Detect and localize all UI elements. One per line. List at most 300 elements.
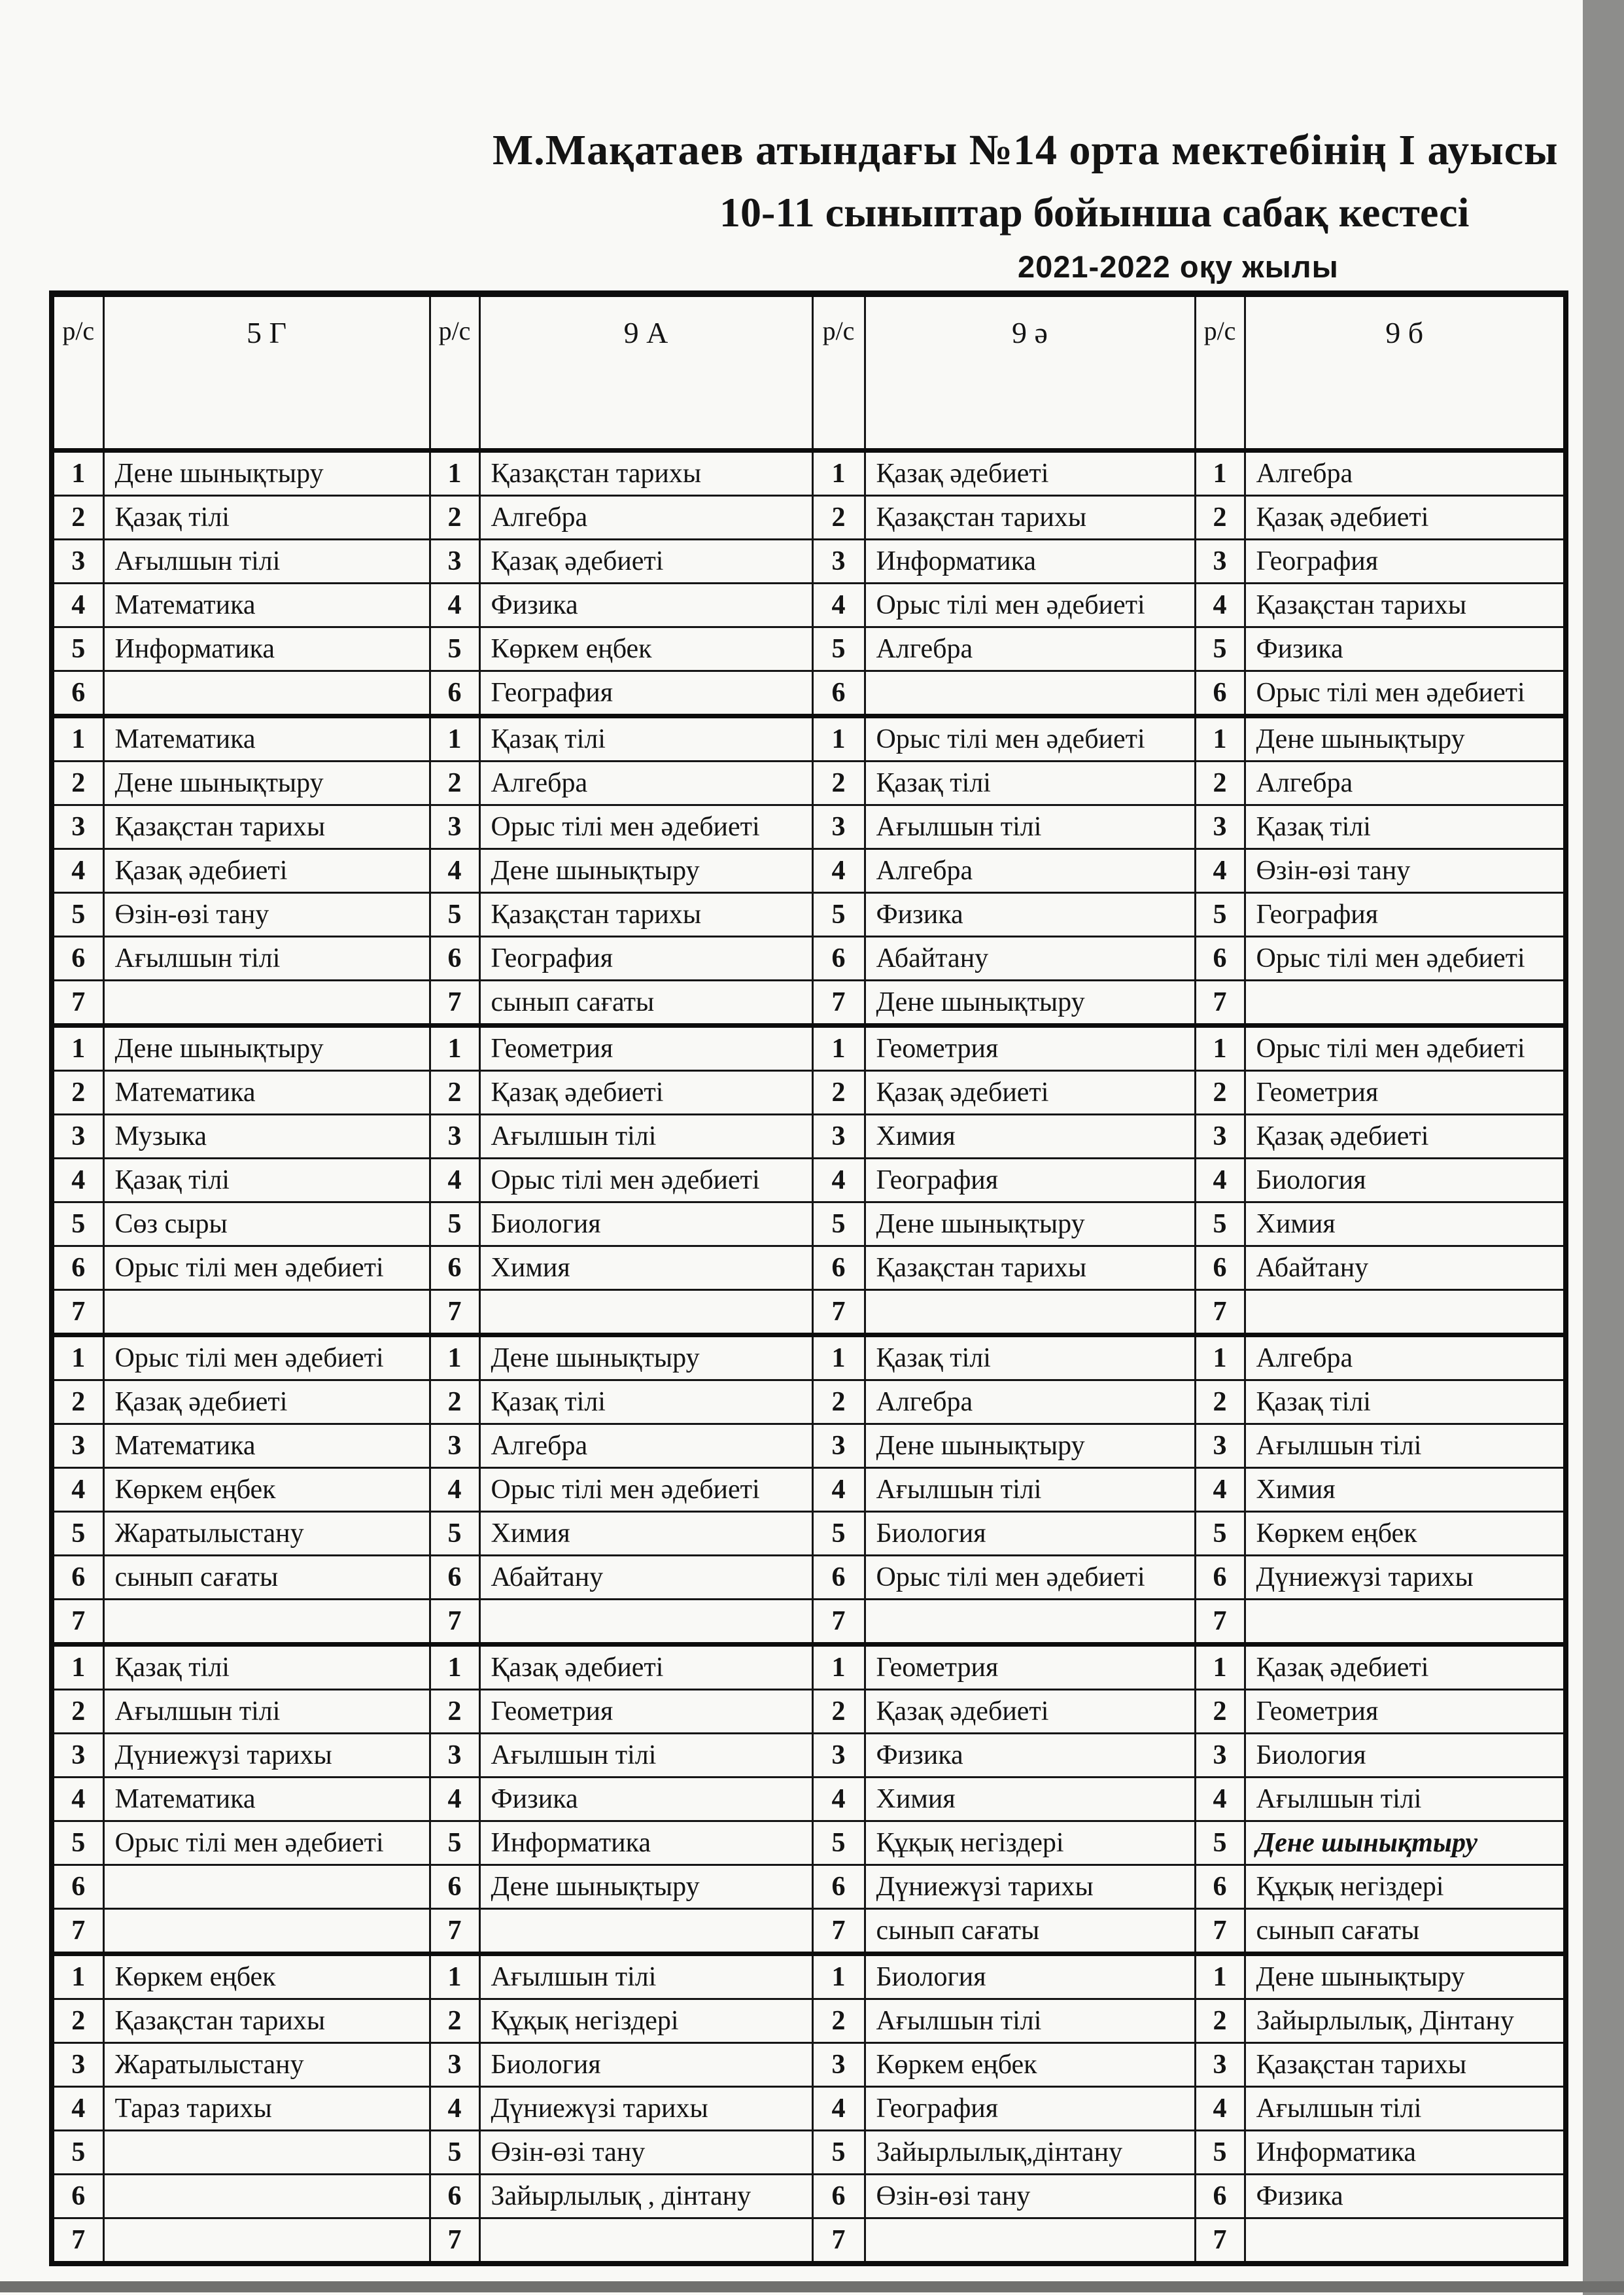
schedule-row (52, 1645, 1566, 1690)
lesson-cell: Көркем еңбек (103, 1468, 430, 1512)
lesson-cell: Қазақстан тарихы (479, 451, 812, 496)
lesson-cell: Қазақ әдебиеті (865, 451, 1195, 496)
lesson-cell: Дүниежүзі тарихы (1245, 1556, 1566, 1600)
schedule-row (52, 671, 1566, 716)
period-number: 2 (1195, 1071, 1245, 1115)
lesson-cell (103, 2131, 430, 2175)
lesson-cell: Көркем еңбек (479, 627, 812, 671)
lesson-cell: Химия (1245, 1468, 1566, 1512)
schedule-row (52, 627, 1566, 671)
header-row (52, 294, 1566, 451)
period-number: 7 (52, 1909, 103, 1954)
lesson-cell: Дене шынықтыру (865, 1424, 1195, 1468)
period-number: 4 (52, 584, 103, 627)
lesson-cell: Алгебра (1245, 762, 1566, 805)
lesson-cell: Дене шынықтыру (103, 1026, 430, 1071)
lesson-cell: Дүниежүзі тарихы (103, 1734, 430, 1778)
lesson-cell: Қазақ тілі (103, 1645, 430, 1690)
period-number: 3 (812, 1115, 865, 1159)
lesson-cell: Химия (865, 1778, 1195, 1821)
period-number: 5 (52, 1821, 103, 1865)
period-number: 3 (52, 540, 103, 584)
period-number: 7 (812, 1909, 865, 1954)
lesson-cell: Орыс тілі мен әдебиеті (103, 1821, 430, 1865)
period-number: 6 (430, 937, 479, 981)
period-number: 2 (52, 1071, 103, 1115)
schedule-row (52, 1778, 1566, 1821)
period-number: 1 (1195, 1954, 1245, 1999)
lesson-cell: Биология (1245, 1159, 1566, 1202)
period-number: 6 (1195, 937, 1245, 981)
period-number: 7 (1195, 1290, 1245, 1335)
lesson-cell: Дүниежүзі тарихы (865, 1865, 1195, 1909)
period-number: 5 (1195, 893, 1245, 937)
lesson-cell: Дене шынықтыру (1245, 1821, 1566, 1865)
period-number: 5 (430, 1512, 479, 1556)
period-number: 7 (812, 1600, 865, 1645)
lesson-cell: Тараз тарихы (103, 2087, 430, 2131)
lesson-cell: Жаратылыстану (103, 2043, 430, 2087)
page-subtitle: 10-11 сыныптар бойынша сабақ кестесі (719, 189, 1470, 236)
schedule-row (52, 805, 1566, 849)
lesson-cell: Физика (865, 893, 1195, 937)
lesson-cell: Қазақ тілі (865, 762, 1195, 805)
period-number: 7 (430, 1290, 479, 1335)
period-number: 6 (812, 1246, 865, 1290)
period-number: 2 (52, 1380, 103, 1424)
period-number: 1 (52, 1026, 103, 1071)
schedule-row (52, 1865, 1566, 1909)
lesson-cell: Ағылшын тілі (865, 805, 1195, 849)
period-number: 5 (430, 2131, 479, 2175)
schedule-row (52, 540, 1566, 584)
schedule-row (52, 1512, 1566, 1556)
schedule-row (52, 451, 1566, 496)
lesson-cell: Биология (865, 1954, 1195, 1999)
period-number: 7 (1195, 1600, 1245, 1645)
period-number: 4 (812, 1468, 865, 1512)
lesson-cell: Алгебра (479, 496, 812, 540)
lesson-cell: Қазақ әдебиеті (479, 540, 812, 584)
period-number: 6 (430, 671, 479, 716)
period-number: 2 (812, 762, 865, 805)
lesson-cell: Қазақ әдебиеті (1245, 1645, 1566, 1690)
lesson-cell: Химия (865, 1115, 1195, 1159)
schedule-row (52, 2218, 1566, 2264)
lesson-cell: Ағылшын тілі (1245, 1424, 1566, 1468)
period-number: 3 (52, 1424, 103, 1468)
period-number: 5 (430, 1821, 479, 1865)
lesson-cell: Қазақ әдебиеті (479, 1071, 812, 1115)
day-block-3 (52, 1026, 1566, 1335)
period-number: 1 (812, 1954, 865, 1999)
period-number: 7 (52, 981, 103, 1026)
lesson-cell: Информатика (865, 540, 1195, 584)
period-number: 4 (1195, 2087, 1245, 2131)
period-number: 2 (52, 762, 103, 805)
period-number: 2 (52, 496, 103, 540)
period-number: 6 (812, 937, 865, 981)
lesson-cell: Қазақстан тарихы (1245, 2043, 1566, 2087)
lesson-cell: Құқық негіздері (1245, 1865, 1566, 1909)
period-number: 4 (812, 1778, 865, 1821)
period-number: 3 (430, 540, 479, 584)
period-number: 6 (812, 1556, 865, 1600)
schedule-row (52, 2175, 1566, 2218)
lesson-cell (1245, 1600, 1566, 1645)
lesson-cell: Алгебра (479, 1424, 812, 1468)
period-number: 4 (52, 2087, 103, 2131)
lesson-cell: Орыс тілі мен әдебиеті (1245, 937, 1566, 981)
period-number: 6 (52, 671, 103, 716)
period-number: 1 (1195, 451, 1245, 496)
schedule-row (52, 1468, 1566, 1512)
period-number: 2 (430, 1380, 479, 1424)
school-year: 2021-2022 оқу жылы (1018, 249, 1339, 284)
period-number: 4 (1195, 1778, 1245, 1821)
lesson-cell: Құқық негіздері (865, 1821, 1195, 1865)
period-number: 6 (430, 1556, 479, 1600)
period-number: 1 (52, 716, 103, 762)
lesson-cell (103, 1909, 430, 1954)
period-number: 4 (52, 1159, 103, 1202)
period-number: 6 (430, 1865, 479, 1909)
period-number: 6 (52, 1865, 103, 1909)
lesson-cell: Ағылшын тілі (103, 540, 430, 584)
lesson-cell: Абайтану (1245, 1246, 1566, 1290)
period-number: 3 (52, 1734, 103, 1778)
schedule-row (52, 1026, 1566, 1071)
lesson-cell: Геометрия (865, 1645, 1195, 1690)
lesson-cell: Музыка (103, 1115, 430, 1159)
period-number: 3 (430, 1424, 479, 1468)
lesson-cell: Орыс тілі мен әдебиеті (865, 1556, 1195, 1600)
lesson-cell: Математика (103, 1778, 430, 1821)
lesson-cell: Орыс тілі мен әдебиеті (103, 1246, 430, 1290)
schedule-row (52, 584, 1566, 627)
schedule-header (52, 294, 1566, 451)
lesson-cell: сынып сағаты (479, 981, 812, 1026)
lesson-cell (479, 1600, 812, 1645)
period-number: 7 (52, 2218, 103, 2264)
header-period-4: р/с (1195, 294, 1245, 451)
schedule-row (52, 1600, 1566, 1645)
lesson-cell: Қазақ тілі (103, 496, 430, 540)
period-number: 4 (430, 1778, 479, 1821)
period-number: 4 (52, 1468, 103, 1512)
lesson-cell (479, 1290, 812, 1335)
period-number: 5 (52, 2131, 103, 2175)
lesson-cell: География (1245, 540, 1566, 584)
period-number: 6 (52, 1246, 103, 1290)
lesson-cell: Көркем еңбек (103, 1954, 430, 1999)
schedule-row (52, 1954, 1566, 1999)
lesson-cell: Геометрия (1245, 1690, 1566, 1734)
schedule-row (52, 849, 1566, 893)
lesson-cell: Математика (103, 1071, 430, 1115)
lesson-cell: Қазақстан тарихы (479, 893, 812, 937)
period-number: 7 (1195, 1909, 1245, 1954)
period-number: 5 (812, 627, 865, 671)
scanner-edge-bottom (0, 2281, 1624, 2292)
schedule-row (52, 2043, 1566, 2087)
schedule-row (52, 937, 1566, 981)
period-number: 3 (812, 2043, 865, 2087)
lesson-cell: Орыс тілі мен әдебиеті (479, 1468, 812, 1512)
lesson-cell: Абайтану (479, 1556, 812, 1600)
period-number: 3 (812, 1734, 865, 1778)
lesson-cell: Қазақстан тарихы (1245, 584, 1566, 627)
lesson-cell: Дене шынықтыру (865, 1202, 1195, 1246)
lesson-cell: Ағылшын тілі (865, 1999, 1195, 2043)
period-number: 6 (52, 937, 103, 981)
lesson-cell: Қазақ тілі (865, 1335, 1195, 1380)
lesson-cell: Информатика (1245, 2131, 1566, 2175)
period-number: 3 (1195, 540, 1245, 584)
lesson-cell: Информатика (103, 627, 430, 671)
period-number: 4 (1195, 849, 1245, 893)
period-number: 2 (812, 496, 865, 540)
period-number: 4 (430, 849, 479, 893)
lesson-cell: Ағылшын тілі (103, 937, 430, 981)
lesson-cell (103, 1865, 430, 1909)
lesson-cell: Физика (865, 1734, 1195, 1778)
period-number: 7 (812, 2218, 865, 2264)
period-number: 5 (430, 1202, 479, 1246)
period-number: 6 (1195, 2175, 1245, 2218)
schedule-row (52, 1821, 1566, 1865)
period-number: 1 (1195, 716, 1245, 762)
day-block-2 (52, 716, 1566, 1026)
lesson-cell: География (1245, 893, 1566, 937)
lesson-cell: Математика (103, 584, 430, 627)
schedule-row (52, 716, 1566, 762)
period-number: 2 (430, 496, 479, 540)
period-number: 1 (430, 716, 479, 762)
lesson-cell: География (865, 1159, 1195, 1202)
period-number: 1 (52, 1645, 103, 1690)
schedule-row (52, 1556, 1566, 1600)
scanner-edge-right (1583, 0, 1624, 2295)
period-number: 3 (812, 1424, 865, 1468)
period-number: 4 (430, 584, 479, 627)
lesson-cell: сынып сағаты (103, 1556, 430, 1600)
period-number: 4 (812, 2087, 865, 2131)
lesson-cell: Орыс тілі мен әдебиеті (865, 716, 1195, 762)
header-period-2: р/с (430, 294, 479, 451)
period-number: 1 (812, 1335, 865, 1380)
lesson-cell (865, 671, 1195, 716)
period-number: 3 (812, 805, 865, 849)
schedule-row (52, 1159, 1566, 1202)
schedule-row (52, 981, 1566, 1026)
schedule-table (49, 290, 1568, 2266)
lesson-cell: Ағылшын тілі (479, 1734, 812, 1778)
period-number: 4 (812, 849, 865, 893)
period-number: 4 (1195, 1159, 1245, 1202)
lesson-cell: Ағылшын тілі (479, 1115, 812, 1159)
period-number: 6 (52, 1556, 103, 1600)
schedule-row (52, 1380, 1566, 1424)
day-block-4 (52, 1335, 1566, 1645)
lesson-cell: Қазақ әдебиеті (1245, 496, 1566, 540)
period-number: 3 (812, 540, 865, 584)
period-number: 2 (52, 1690, 103, 1734)
lesson-cell: Дене шынықтыру (865, 981, 1195, 1026)
lesson-cell (103, 1600, 430, 1645)
period-number: 3 (430, 805, 479, 849)
period-number: 1 (812, 451, 865, 496)
period-number: 3 (52, 1115, 103, 1159)
lesson-cell: сынып сағаты (1245, 1909, 1566, 1954)
lesson-cell: Орыс тілі мен әдебиеті (479, 1159, 812, 1202)
lesson-cell: Көркем еңбек (865, 2043, 1195, 2087)
lesson-cell (865, 2218, 1195, 2264)
period-number: 4 (1195, 584, 1245, 627)
period-number: 7 (430, 2218, 479, 2264)
header-period-3: р/с (812, 294, 865, 451)
period-number: 2 (812, 1690, 865, 1734)
period-number: 4 (430, 2087, 479, 2131)
period-number: 7 (812, 981, 865, 1026)
period-number: 3 (430, 1734, 479, 1778)
period-number: 4 (812, 584, 865, 627)
lesson-cell: Қазақ тілі (1245, 805, 1566, 849)
lesson-cell: Қазақ әдебиеті (865, 1071, 1195, 1115)
period-number: 7 (1195, 981, 1245, 1026)
period-number: 3 (52, 805, 103, 849)
period-number: 2 (430, 1999, 479, 2043)
period-number: 5 (430, 627, 479, 671)
period-number: 2 (812, 1999, 865, 2043)
period-number: 6 (812, 671, 865, 716)
period-number: 5 (1195, 1202, 1245, 1246)
lesson-cell: Орыс тілі мен әдебиеті (103, 1335, 430, 1380)
period-number: 2 (1195, 496, 1245, 540)
lesson-cell: Өзін-өзі тану (865, 2175, 1195, 2218)
period-number: 3 (430, 2043, 479, 2087)
period-number: 5 (52, 1202, 103, 1246)
period-number: 2 (52, 1999, 103, 2043)
lesson-cell: Ағылшын тілі (865, 1468, 1195, 1512)
period-number: 1 (1195, 1335, 1245, 1380)
lesson-cell: Құқық негіздері (479, 1999, 812, 2043)
lesson-cell: Алгебра (865, 627, 1195, 671)
lesson-cell (1245, 2218, 1566, 2264)
lesson-cell: Көркем еңбек (1245, 1512, 1566, 1556)
schedule-row (52, 2131, 1566, 2175)
period-number: 5 (1195, 1512, 1245, 1556)
lesson-cell (1245, 981, 1566, 1026)
lesson-cell: Математика (103, 1424, 430, 1468)
header-class-9a: 9 А (479, 294, 812, 451)
period-number: 1 (430, 451, 479, 496)
schedule-row (52, 496, 1566, 540)
lesson-cell: География (865, 2087, 1195, 2131)
schedule-row (52, 1115, 1566, 1159)
lesson-cell: Ағылшын тілі (103, 1690, 430, 1734)
period-number: 4 (1195, 1468, 1245, 1512)
lesson-cell: Геометрия (479, 1026, 812, 1071)
lesson-cell: Қазақстан тарихы (865, 496, 1195, 540)
day-block-5 (52, 1645, 1566, 1954)
lesson-cell (1245, 1290, 1566, 1335)
lesson-cell: Алгебра (865, 1380, 1195, 1424)
lesson-cell: Биология (1245, 1734, 1566, 1778)
header-period-1: р/с (52, 294, 103, 451)
period-number: 3 (1195, 1115, 1245, 1159)
period-number: 6 (1195, 1246, 1245, 1290)
day-block-6 (52, 1954, 1566, 2264)
lesson-cell: Жаратылыстану (103, 1512, 430, 1556)
lesson-cell: Қазақ әдебиеті (865, 1690, 1195, 1734)
lesson-cell: Сөз сыры (103, 1202, 430, 1246)
period-number: 2 (1195, 1690, 1245, 1734)
lesson-cell: Қазақ тілі (103, 1159, 430, 1202)
lesson-cell: Химия (479, 1246, 812, 1290)
period-number: 2 (1195, 762, 1245, 805)
day-block-1 (52, 451, 1566, 716)
period-number: 5 (52, 1512, 103, 1556)
schedule-row (52, 1202, 1566, 1246)
period-number: 1 (430, 1026, 479, 1071)
lesson-cell: Дүниежүзі тарихы (479, 2087, 812, 2131)
schedule-row (52, 1690, 1566, 1734)
period-number: 4 (812, 1159, 865, 1202)
period-number: 1 (52, 1954, 103, 1999)
lesson-cell: Химия (479, 1512, 812, 1556)
lesson-cell: Орыс тілі мен әдебиеті (479, 805, 812, 849)
lesson-cell (103, 671, 430, 716)
period-number: 7 (430, 1600, 479, 1645)
lesson-cell: Информатика (479, 1821, 812, 1865)
lesson-cell: Физика (479, 1778, 812, 1821)
lesson-cell (865, 1290, 1195, 1335)
period-number: 3 (1195, 1424, 1245, 1468)
lesson-cell: Қазақстан тарихы (103, 805, 430, 849)
page-title: М.Мақатаев атындағы №14 орта мектебінің І ауысы (492, 126, 1559, 174)
schedule-row (52, 1071, 1566, 1115)
lesson-cell: Зайырлылық,дінтану (865, 2131, 1195, 2175)
lesson-cell (479, 2218, 812, 2264)
period-number: 7 (52, 1600, 103, 1645)
lesson-cell: Биология (479, 2043, 812, 2087)
period-number: 7 (812, 1290, 865, 1335)
lesson-cell: Геометрия (865, 1026, 1195, 1071)
period-number: 6 (430, 1246, 479, 1290)
period-number: 5 (812, 1202, 865, 1246)
lesson-cell: Биология (865, 1512, 1195, 1556)
period-number: 6 (430, 2175, 479, 2218)
lesson-cell: Алгебра (479, 762, 812, 805)
period-number: 1 (52, 1335, 103, 1380)
schedule-row (52, 762, 1566, 805)
lesson-cell: Орыс тілі мен әдебиеті (1245, 1026, 1566, 1071)
lesson-cell: Қазақстан тарихы (103, 1999, 430, 2043)
period-number: 3 (1195, 1734, 1245, 1778)
period-number: 1 (812, 716, 865, 762)
period-number: 4 (430, 1159, 479, 1202)
lesson-cell: Қазақ әдебиеті (1245, 1115, 1566, 1159)
lesson-cell: Қазақ тілі (1245, 1380, 1566, 1424)
lesson-cell (865, 1600, 1195, 1645)
lesson-cell (479, 1909, 812, 1954)
period-number: 1 (52, 451, 103, 496)
lesson-cell: Зайырлылық, Дінтану (1245, 1999, 1566, 2043)
period-number: 5 (812, 2131, 865, 2175)
lesson-cell: Алгебра (1245, 451, 1566, 496)
period-number: 7 (430, 981, 479, 1026)
